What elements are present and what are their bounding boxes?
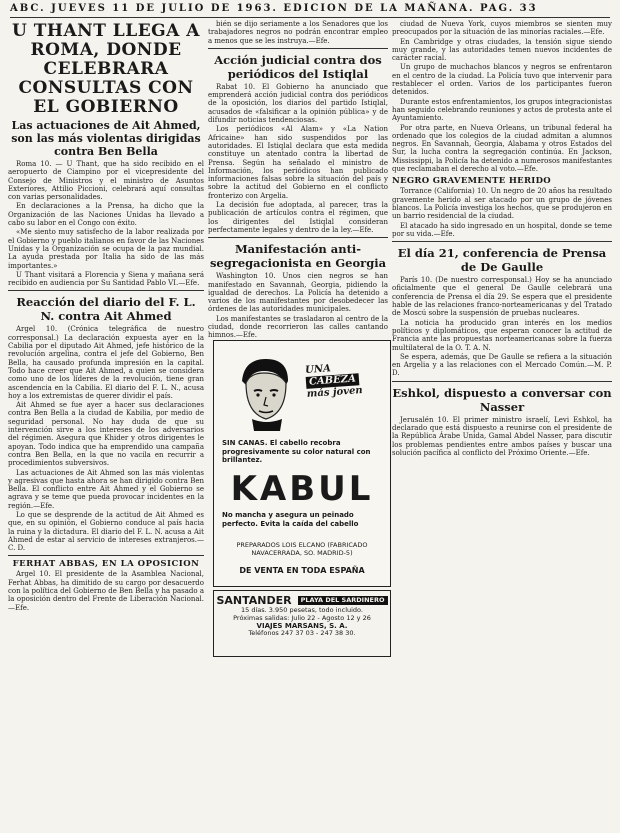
divider <box>8 555 204 556</box>
ad-slogan <box>305 361 363 401</box>
paragraph: Las actuaciones de Ait Ahmed son las más violentas y agresivas que hasta ahora se han dirigido contra Ben Bella. El conflicto entre Ait Ahmed y el Gobierno se agrava y se teme que pueda provocar incidentes en la región.—Efe. <box>8 468 204 510</box>
ad-phones: Teléfonos 247 37 03 - 247 38 30. <box>248 629 356 637</box>
ad-claim: No mancha y asegura un peinado perfecto. Evita la caída del cabello <box>222 511 359 528</box>
headline-georgia: Manifestación anti-segregacionista en Georgia <box>209 242 387 271</box>
paragraph: Un grupo de muchachos blancos y negros se enfrentaron en el centro de la ciudad. La Policía tuvo que intervenir para restablecer el orden. Varios de los participantes fueron detenidos. <box>392 63 612 97</box>
santander-travel-advertisement <box>213 590 391 657</box>
paragraph: Jerusalén 10. El primer ministro israelí, Levi Eshkol, ha declarado que está dispuesto a reunirse con el presidente de la República Árabe Unida, Gamal Abdel Nasser, para discutir los problemas pendientes entre ambos países y buscar una solución pacífica al conflicto del Próximo Oriente.—Efe. <box>392 415 612 457</box>
paragraph: Se espera, además, que De Gaulle se refiera a la situación en Argelia y a las relaciones con el Mercado Común.—M. P. D. <box>392 352 612 378</box>
paragraph: bién se dijo seriamente a los Senadores que los trabajadores negros no podrán encontrar empleo a menos que se les instruya.—Efe. <box>208 20 388 45</box>
paragraph: Los manifestantes se trasladaron al centro de la ciudad, donde recorrieron las calles cantando himnos.—Efe. <box>208 314 388 338</box>
paragraph: Los periódicos «Al Alam» y «La Nation Africaine» han sido suspendidos por las autoridades. El Istiqlal declara que esta medida constituye un atentado contra la libertad de Prensa. Según ha señalado el ministro de Información, los periódicos han publicado informaciones falsas sobre la situación del país y sobre la actitud del Gobierno en el conflicto fronterizo con Argelia. <box>208 125 388 200</box>
paragraph: Washington 10. Unos cien negros se han manifestado en Savannah, Georgia, pidiendo la igualdad de derechos. La Policía ha detenido a varios de los manifestantes por desobedecer las órdenes de las autoridades municipales. <box>208 272 388 314</box>
main-subheadline: Las actuaciones de Ait Ahmed, son las más violentas dirigidas contra Ben Bella <box>11 119 201 158</box>
divider <box>8 290 204 291</box>
paragraph: Argel 10. (Crónica telegráfica de nuestro corresponsal.) La declaración expuesta ayer en la Cabilia por el diputado Ait Ahmed, jefe histórico de la revolución argelina, contra el jefe del Gobierno, Ben Bella, ha causado profunda impresión en la capital. Todo hace creer que Ait Ahmed, a quien se considera como uno de los líderes de la revolución, tiene gran ascendencia en la Cabilia. El diario del F. L. N., acusa hoy a los extremistas de querer dividir el país. <box>8 325 204 400</box>
paragraph: Lo que se desprende de la actitud de Ait Ahmed es que, en su opinión, el Gobierno conduce al país hacia la ruina y la dictadura. El diario del F. L. N. acusa a Ait Ahmed de estar al servicio de intereses extranjeros.—C. D. <box>8 510 204 553</box>
headline-istiqlal: Acción judicial contra dos periódicos del Istiqlal <box>214 52 382 81</box>
divider <box>208 48 388 49</box>
paragraph: En Cambridge y otras ciudades, la tensión sigue siendo muy grande, y las autoridades temen nuevos incidentes de carácter racial. <box>392 37 612 63</box>
headline-ferhat-abbas: FERHAT ABBAS, EN LA OPOSICION <box>12 559 200 570</box>
ad-location: PLAYA DEL SARDINERO <box>298 596 388 605</box>
paragraph: Durante estos enfrentamientos, los grupos integracionistas han seguido celebrando reuniones y actos de protesta ante el Ayuntamiento. <box>392 97 612 123</box>
paragraph: El atacado ha sido ingresado en un hospital, donde se teme por su vida.—Efe. <box>392 221 612 238</box>
paragraph: En declaraciones a la Prensa, ha dicho que la Organización de las Naciones Unidas ha llevado a cabo su labor en el Congo con éxito. <box>8 202 204 228</box>
headline-negro-herido: NEGRO GRAVEMENTE HERIDO <box>392 176 551 187</box>
column-2 <box>208 20 388 338</box>
paragraph: Argel 10. El presidente de la Asamblea Nacional, Ferhat Abbas, ha dimitido de su cargo por desacuerdo con la política del Gobierno de Ben Bella y ha pasado a la oposición dentro del Frente de Liberación Nacional.—Efe. <box>8 570 204 612</box>
paragraph: La decisión fue adoptada, al parecer, tras la publicación de artículos contra el régimen, que los dirigentes del Istiqlal consideran perfectamente legales y dentro de la ley.—Efe. <box>208 201 388 234</box>
ad-description: SIN CANAS. El cabello recobra progresivamente su color natural con brillantez. <box>222 439 371 464</box>
paragraph: U Thant visitará a Florencia y Siena y mañana será recibido en audiencia por Su Santidad Pablo VI.—Efe. <box>8 270 204 288</box>
ad-city: SANTANDER <box>216 594 292 607</box>
man-portrait-illustration <box>224 351 304 431</box>
ad-price: 15 días. 3.950 pesetas, todo incluido. <box>241 606 363 614</box>
ad-slogan-line: UNA <box>304 363 332 376</box>
paragraph: ciudad de Nueva York, cuyos miembros se sienten muy preocupados por la situación de las minorías raciales.—Efe. <box>392 20 612 37</box>
ad-slogan-line: CABEZA <box>306 373 360 389</box>
ad-availability: DE VENTA EN TODA ESPAÑA <box>239 566 365 575</box>
divider <box>208 237 388 238</box>
headline-fln: Reacción del diario del F. L. N. contra Ait Ahmed <box>16 295 196 324</box>
paragraph: Torrance (California) 10. Un negro de 20 años ha resultado gravemente herido al ser atacado por un grupo de jóvenes blancos. La Policía investiga los hechos, que se produjeron en un barrio residencial de la ciudad. <box>392 187 612 221</box>
divider <box>392 381 612 382</box>
ad-slogan-line: más joven <box>306 385 364 400</box>
ad-brand-name: KABUL <box>230 469 374 509</box>
headline-eshkol: Eshkol, dispuesto a conversar con Nasser <box>392 385 612 414</box>
column-1 <box>8 20 204 831</box>
main-headline: U THANT LLEGA A ROMA, DONDE CELEBRARA CONSULTAS CON EL GOBIERNO <box>12 21 200 117</box>
page-header: ABC. JUEVES 11 DE JULIO DE 1963. EDICION DE LA MAÑANA. PAG. 33 <box>10 3 610 18</box>
headline-de-gaulle: El día 21, conferencia de Prensa de De Gaulle <box>397 246 607 275</box>
paragraph: París 10. (De nuestro corresponsal.) Hoy se ha anunciado oficialmente que el general De Gaulle celebrará una conferencia de Prensa el día 29. Se espera que el presidente hable de las relaciones franco-norteamericanas y del Tratado de Moscú sobre la suspensión de pruebas nucleares. <box>392 276 612 318</box>
ad-agency: VIAJES MARSANS, S. A. <box>256 622 348 630</box>
divider <box>392 241 612 242</box>
paragraph: Por otra parte, en Nueva Orleans, un tribunal federal ha ordenado que los colegios de la ciudad admitan a alumnos negros. En Savannah, Georgia, Alabama y otros Estados del Sur, la lucha contra la segregación continúa. En Jackson, Mississippi, la Policía ha detenido a numerosos manifestantes que reclamaban el derecho al voto.—Efe. <box>392 123 612 174</box>
kabul-advertisement <box>213 340 391 587</box>
column-3 <box>392 20 612 831</box>
ad-dates: Próximas salidas: Julio 22 - Agosto 12 y 26 <box>233 613 371 622</box>
paragraph: Roma 10. — U Thant, que ha sido recibido en el aeropuerto de Ciampino por el vicepresidente del Consejo de Ministros y el ministro de Asuntos Exteriores, Attilio Piccioni, celebrará aquí consultas con varias personalidades. <box>8 160 204 202</box>
ad-manufacturer: PREPARADOS LOIS ELCANO (FABRICADO NAVACERRADA, SO. MADRID-5) <box>236 541 368 557</box>
paragraph: Ait Ahmed se fue ayer a hacer sus declaraciones contra Ben Bella a la ciudad de Kabilia, por medio de seguridad personal. No hay duda de que su intervención sirve a los intereses de los adversarios del régimen. Asegura que Khider y otros dirigentes le apoyan. Todo indica que ha emprendido una campaña contra Ben Bella, en la que no vacila en recurrir a procedimientos subversivos. <box>8 401 204 468</box>
paragraph: Rabat 10. El Gobierno ha anunciado que emprenderá acción judicial contra dos periódicos de la oposición, los diarios del partido Istiqlal, acusados de «falsificar a la opinión pública» y de difundir noticias tendenciosas. <box>208 82 388 125</box>
paragraph: La noticia ha producido gran interés en los medios políticos y diplomáticos, que esperan conocer la actitud de Francia ante las propuestas norteamericanas sobre la fuerza multilateral de la O. T. A. N. <box>392 318 612 352</box>
paragraph: «Me siento muy satisfecho de la labor realizada por el Gobierno y pueblo italianos en favor de las Naciones Unidas y la Organización se ocupa de la paz mundial. La ayuda prestada por Italia ha sido de las más importantes.» <box>8 228 204 270</box>
